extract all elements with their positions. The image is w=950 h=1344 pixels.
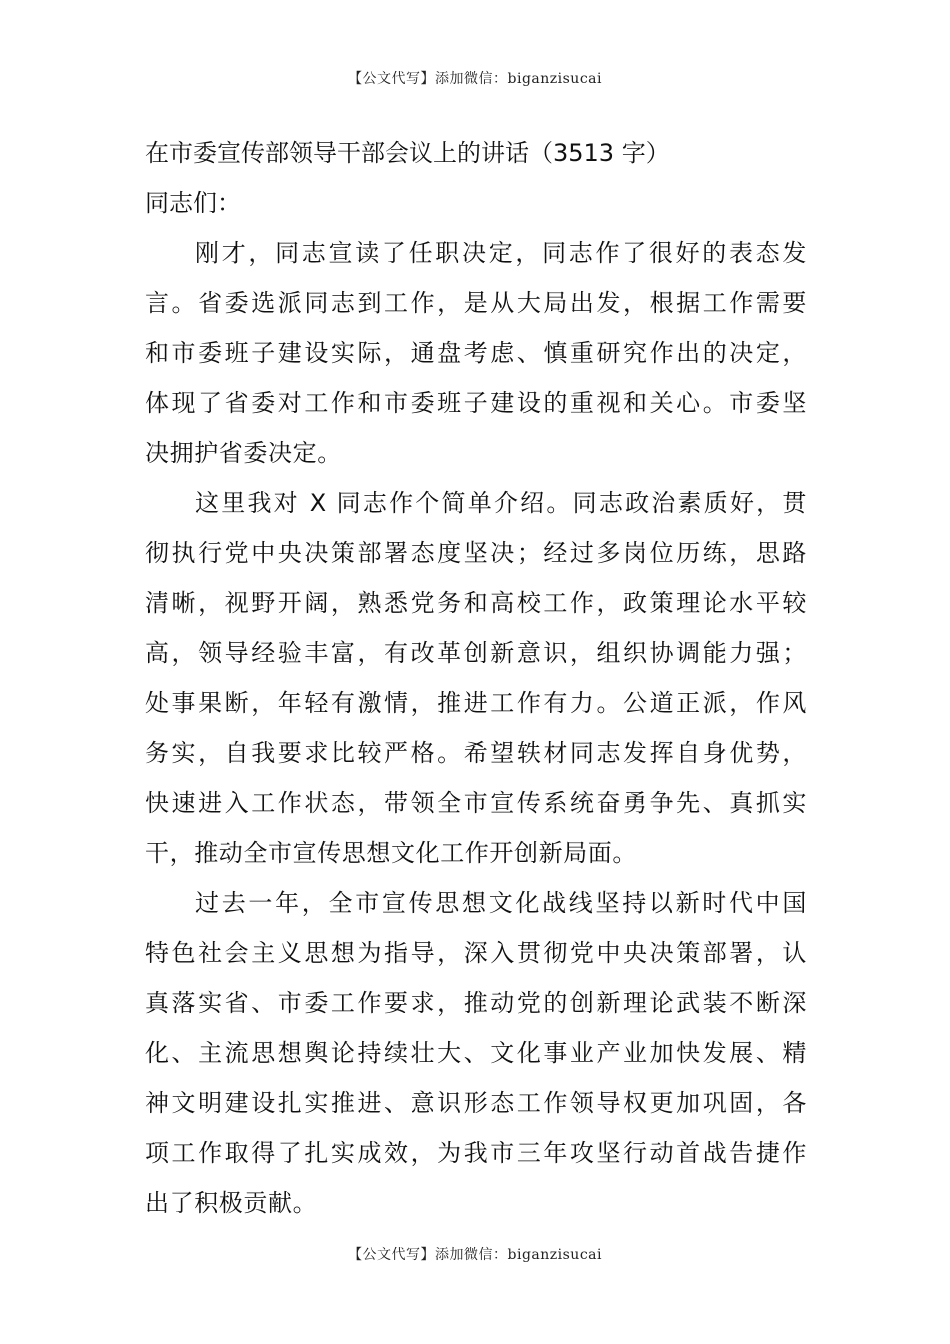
text-line: 特色社会主义思想为指导，深入贯彻党中央决策部署，认 xyxy=(145,939,807,967)
text-line: 言。省委选派同志到工作，是从大局出发，根据工作需要 xyxy=(145,289,807,317)
text-line: 项工作取得了扎实成效，为我市三年攻坚行动首战告捷作 xyxy=(145,1139,807,1167)
text-line: 过去一年，全市宣传思想文化战线坚持以新时代中国 xyxy=(195,889,807,917)
text-line: 高，领导经验丰富，有改革创新意识，组织协调能力强； xyxy=(145,639,807,667)
paragraph-1 xyxy=(145,228,807,478)
salutation: 同志们： xyxy=(145,189,241,217)
text-line: 清晰，视野开阔，熟悉党务和高校工作，政策理论水平较 xyxy=(145,589,807,617)
text-line: 体现了省委对工作和市委班子建设的重视和关心。市委坚 xyxy=(145,389,807,417)
page-footer: 【公文代写】添加微信：biganzisucai xyxy=(348,1247,602,1263)
text-line: 刚才，同志宣读了任职决定，同志作了很好的表态发 xyxy=(195,239,807,267)
text-line: 决拥护省委决定。 xyxy=(145,439,342,467)
page-header: 【公文代写】添加微信：biganzisucai xyxy=(348,71,602,87)
document-body xyxy=(145,128,807,1228)
paragraph-2 xyxy=(145,478,807,878)
text-line: 干，推动全市宣传思想文化工作开创新局面。 xyxy=(145,839,637,867)
text-line: 神文明建设扎实推进、意识形态工作领导权更加巩固，各 xyxy=(145,1089,807,1117)
document-title: 在市委宣传部领导干部会议上的讲话（3513 字） xyxy=(145,139,670,167)
text-line: 化、主流思想舆论持续壮大、文化事业产业加快发展、精 xyxy=(145,1039,807,1067)
paragraph-3 xyxy=(145,878,807,1228)
text-line: 和市委班子建设实际，通盘考虑、慎重研究作出的决定， xyxy=(145,339,807,367)
text-line: 出了积极贡献。 xyxy=(145,1189,318,1217)
text-line: 真落实省、市委工作要求，推动党的创新理论武装不断深 xyxy=(145,989,807,1017)
text-line: 这里我对 X 同志作个简单介绍。同志政治素质好，贯 xyxy=(195,489,807,517)
text-line: 彻执行党中央决策部署态度坚决；经过多岗位历练，思路 xyxy=(145,539,807,567)
text-line: 快速进入工作状态，带领全市宣传系统奋勇争先、真抓实 xyxy=(145,789,807,817)
text-line: 处事果断，年轻有激情，推进工作有力。公道正派，作风 xyxy=(145,689,807,717)
text-line: 务实，自我要求比较严格。希望轶材同志发挥自身优势， xyxy=(145,739,807,767)
